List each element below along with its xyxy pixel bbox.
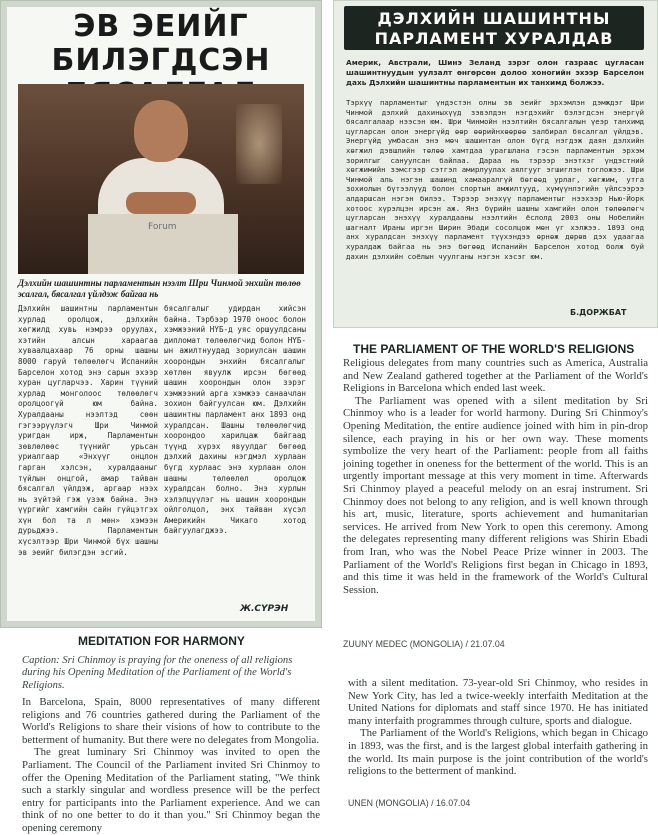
parliament-article-body xyxy=(343,357,648,596)
right-clipping-lead: Америк, Австрали, Шинэ Зеланд зэрэг олон газраас цугласан шашинтнуудын уулзалт өнгөрсөн долоо хоногийн эхээр Барселон дахь Дэлхийн шашинтны парламентын их танхимд болжээ. xyxy=(346,58,644,87)
photo-hands xyxy=(126,192,196,214)
left-clipping-column-2: бясалгалыг удирдан хийсэн байна. Тэрбээр 1970 оноос болон хэмжээний НҮБ-д уяс оршуулдсаны дипломат төлөөлөгчид болон НҮБ-ын ажилтнуудад зориулсан шашин хоорондын энхийн бясалгалыг хөтлөн явуулж ирсэн бөгөөд шашин хоорондын олон зэрэг хэмжээний арга хэмжээ санаачлан зохион байгуулсан юм. Дэлхийн шашинтны парламент анх 1893 онд хуралдсан. Шашны төлөөлөгчид хоорондоо харилцаж байгаад түүнд хүрэх явуулдаг бөгөөд дэлхий дахины нэгдмэл хурлаан бүгд хурлаас энэ хурлаан олон шашны төлөөлөл оролцож хуралдсан болно. Энэ хурлын хэлэлцүүлэг нь шашин хоорондын ойлголцол, энх тайван хүсэл Америкийн Чикаго хотод байгуулагджээ. xyxy=(164,304,306,536)
parliament-paragraph-2: The Parliament was opened with a silent meditation by Sri Chinmoy who is a leader for world harmony. During Sri Chinmoy's Opening Meditation, the entire audience joined with him in pin-drop silence, each praying in his or her own way. These moments symbolize the very heart of the Parliament: people from all faiths joining together in oneness for the betterment of the world. This is an urgently important message at this very moment in time. Afterwards Sri Chinmoy played a peaceful melody on an esraj instrument. Sri Chinmoy does not belong to any religion, and is well known through his art, music, literature, sports achievement and humanitarian services. He arrived from New York to open this ceremony. Among the delegates representing many different religions was Shirin Ebadi from Iran, who was the Nobel Peace Prize winner in 2003. The Parliament of the World's Religions first began in Chicago in 1893, and this time it was held in the framework of the World's Cultural Session. xyxy=(343,394,648,596)
meditation-article-title: MEDITATION FOR HARMONY xyxy=(78,634,245,648)
parliament-article-source: ZUUNY MEDEC (MONGOLIA) / 21.07.04 xyxy=(343,639,505,649)
meditation-paragraph-2: The great luminary Sri Chinmoy was invited to open the Parliament. The Council of the Parliament invited Sri Chinmoy to offer the Opening Meditation of the Parliament stating, "We think such a starkly singular and wordless presence will be the perfect entry for participants into the Parliament experience. And we can think of no one better to do it than you." Sri Chinmoy began the opening ceremony xyxy=(22,746,320,834)
left-clipping-headline: ЭВ ЭЕИЙГ БИЛЭГДСЭН xyxy=(51,9,271,78)
left-clipping-signature: Ж.СҮРЭН xyxy=(240,604,289,614)
meditation-paragraph-3: with a silent meditation. 73-year-old Sri Chinmoy, who resides in New York City, has led a twice-weekly interfaith Meditation at the United Nations for diplomats and staff since 1970. He has initiated many interfaith programmes through culture, sports and dialogue. xyxy=(348,677,648,727)
meditation-article-source: UNEN (MONGOLIA) / 16.07.04 xyxy=(348,798,471,808)
meditation-article-caption: Caption: Sri Chinmoy is praying for the oneness of all religions during his Opening Meditation of the Parliament of the World's Religions. xyxy=(22,655,293,691)
meditation-paragraph-4: The Parliament of the World's Religions, which began in Chicago in 1893, was the first, and is the largest global interfaith gathering in the world. Its main purpose is the joint contribution of the world's religions to the betterment of mankind. xyxy=(348,727,648,778)
meditation-photo xyxy=(18,84,304,274)
left-clipping-column-1: Дэлхийн шашинтны парламентын хурлад оролцож, дэлхийн хөгжилд хувь нэмрээ оруулах, хэтийн алсын хараагаа хуваалцахаар 76 орны шашны 8000 гаруй төлөөлөгч Испанийн Барселон хотод энэ сарын эхээр хуран цугларчээ. Харин түүний хурлад монголоос төлөөлөгч оролцоогүй юм байна. Хуралдааны нээлтэд сөөн гэгээрүүлэгч Шри Чинмой уригдан ирж, Парламентын зөвлөлөөс түүнийг урьсан уриалгаар «Энхүүг онцлон гарган хэлсэн, хуралдааныг түйлын онцгой, амар тайван бясалгал үйлдэж, аргаар нээх нь зүйтэй гэж үзэж байна. Энэ үүргийг хамгийн сайн гүйцэтгэх хүн бол та л мөн» хэмээн дурьджээ. Парламентын хүсэлтээр Шри Чинмой бүх шашны эв эеийг билэгдэн эсгий. xyxy=(18,304,158,557)
photo-lectern-label: Forum xyxy=(148,222,177,232)
meditation-article-body-right xyxy=(348,677,648,778)
parliament-paragraph-1: Religious delegates from many countries such as America, Australia and New Zealand gathered together at the Parliament of the World's Religions in Barcelona which ended last week. xyxy=(343,357,648,395)
parliament-article-title: THE PARLIAMENT OF THE WORLD'S RELIGIONS xyxy=(353,342,635,356)
photo-light xyxy=(236,104,282,184)
right-clipping-body: Тэрхүү парламентыг үндэстэн олны эв эеийг эрхэмлэн дэмждэг Шри Чинмой дэлхий дахиныхүүд зэвэлдэн нэгдэхийг бэлэгдсэн энергүй бясалгалаар нээсэн юм. Шри Чинмойн нээлтийн бясалгалын үеэр танхимд цугларсан олон энергүйд өөр өөрийнхөөрөө залбирал бясалгал үйлдэв. Энергүйд умбасан энэ мөч шашинтан олон бүгд нэгдэж даян дэлхийн хөгжил дэвшлийн төлөө хамтдаа урагшлана гэсэн парламентын эрхэм зорилгыг сануулсан байлаа. Дараа нь тэрээр энэтхэг үндэстний хөгжимийн зэмсгээр сэтгэл амирлуулах аялгууг эгшиглэн тогложээ. Шри Чинмой аль нэгэн шашинд хамааралгүй бөгөөд урлаг, хөгжим, утга зохиолын бүтээлүүд болон спортын амжилтууд, хүмүүнлэгийн үйлсээрээ алдаршсан нэгэн билээ. Тэрээр энэхүү парламентыг нээхээр Нью-Йорк хотоос хүрэлцэн ирсэн аж. Янз бүрийн шашны хамгийн олон төлөөлөгч цугларсан энэхүү хуралдааны нээлтийн ёслолд 2003 оны Нобелийн шагналт Ираны иргэн Ширин Эбади сосолцож мөн үг хэлжээ. 1893 онд анх хуралдсан энэхүү парламент түүхэндээ өрнөж дөрөв дэх удаагаа хуралдаж байгаа нь энэ бөгөөд Испанийн Барселон хотод болж буй дахин дэлхийн соёлын чуулганы нэгэн хэсэг юм. xyxy=(346,98,644,261)
right-clipping-headline: ДЭЛХИЙН ШАШИНТНЫ ПАРЛАМЕНТ ХУРАЛДАВ xyxy=(344,6,644,50)
meditation-article-body-left xyxy=(22,696,320,835)
photo-person-head xyxy=(134,100,188,162)
right-clipping-signature: Б.ДОРЖБАТ xyxy=(570,308,627,317)
photo-caption: Дэлхийн шашинтны парламентын нээлт Шри Чинмой энхийн төлөө эсалгал, бясалгал үйлдэж байгаа нь xyxy=(18,278,301,299)
meditation-paragraph-1: In Barcelona, Spain, 8000 representatives of many different religions and 76 countries gathered during the Parliament of the World's Religions to share their visions of how to contribute to the betterment of humanity. But there were no delegates from Mongolia. xyxy=(22,696,320,746)
